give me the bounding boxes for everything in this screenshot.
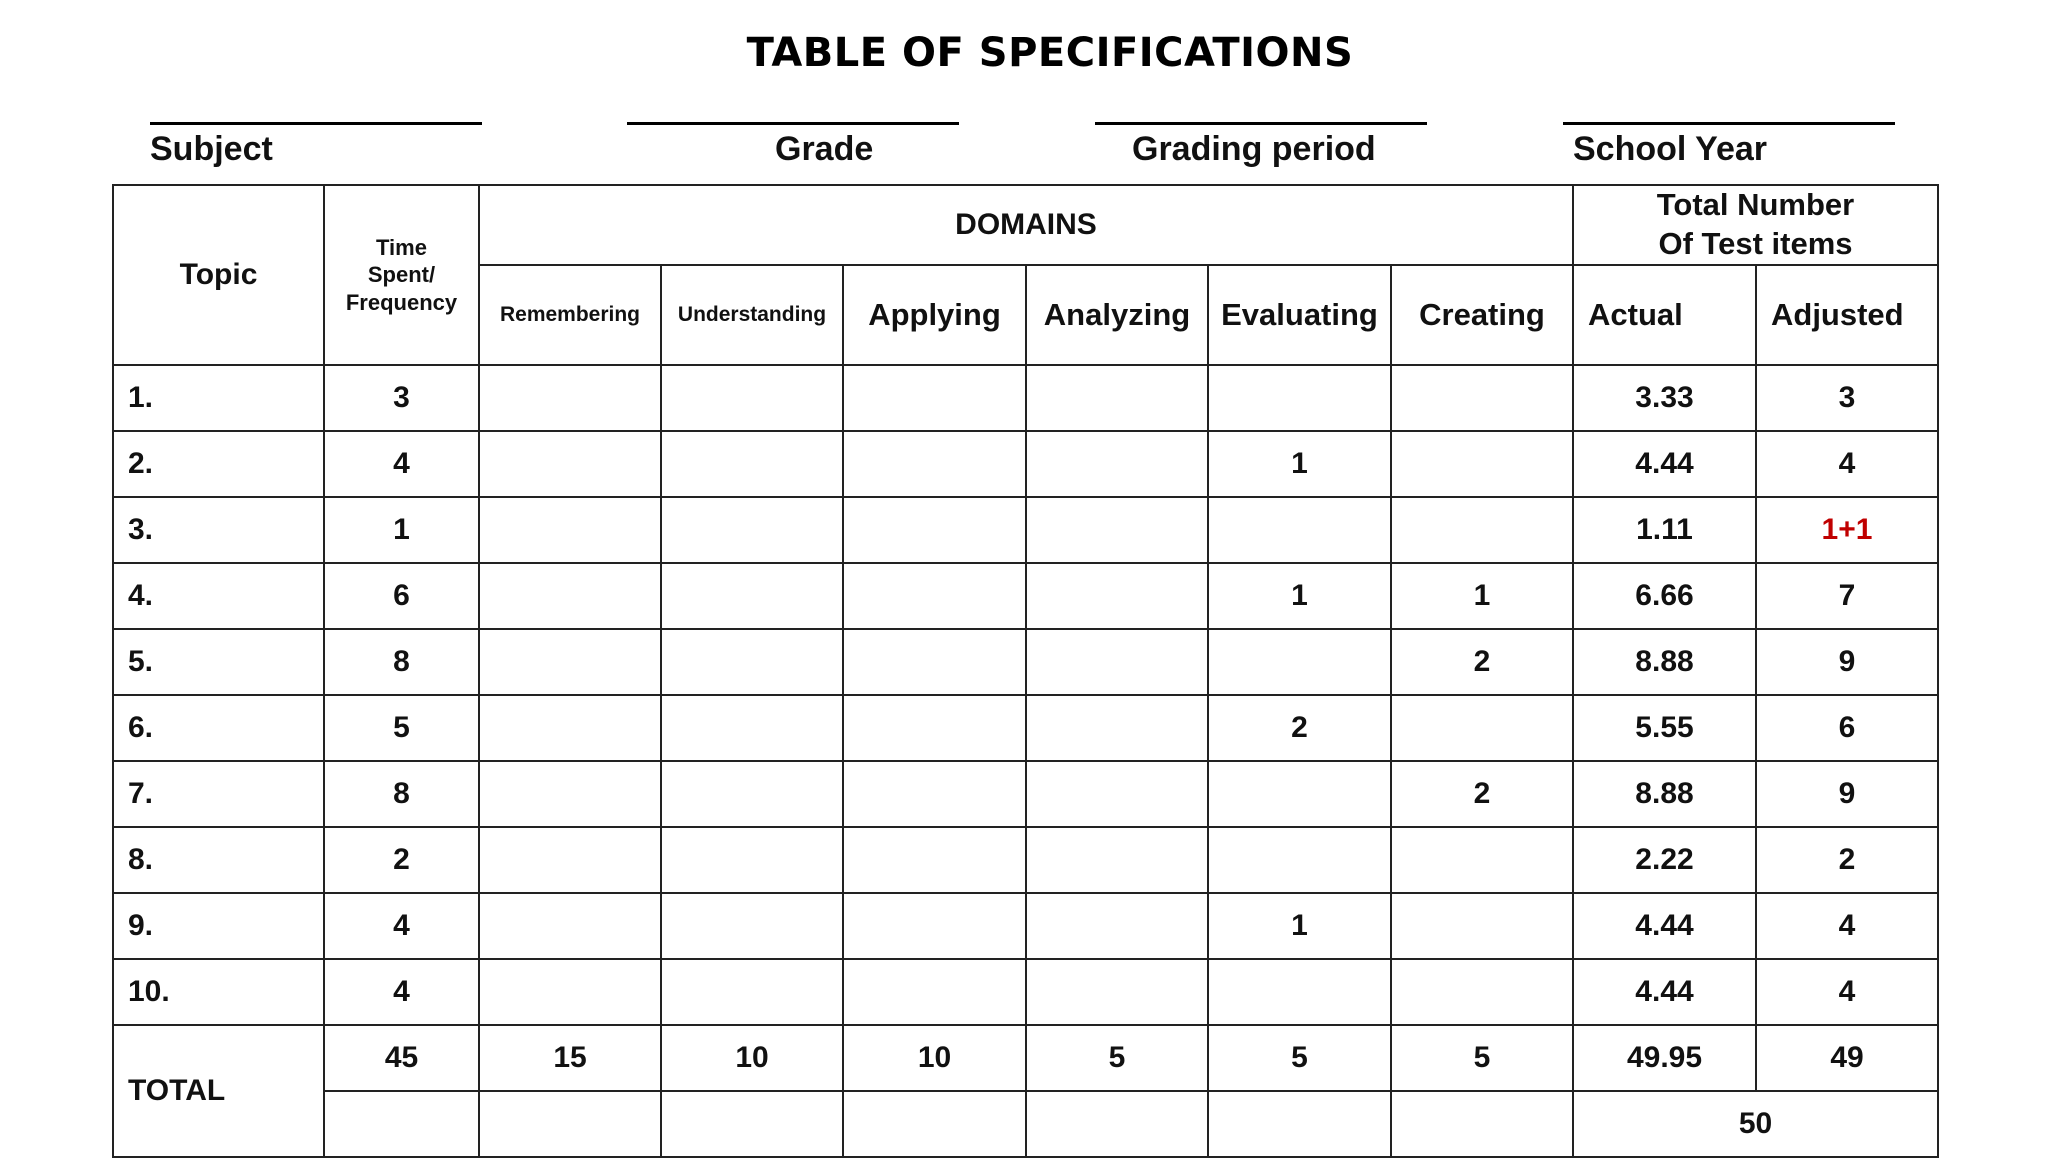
topic-cell: 10. [113, 959, 324, 1025]
table-row [113, 893, 1938, 959]
time-cell: 8 [324, 629, 479, 695]
adjusted-cell: 6 [1756, 695, 1938, 761]
actual-cell: 8.88 [1573, 761, 1756, 827]
topic-cell: 5. [113, 629, 324, 695]
actual-cell: 4.44 [1573, 893, 1756, 959]
remembering-cell [479, 959, 661, 1025]
topic-cell: 8. [113, 827, 324, 893]
adjusted-cell: 9 [1756, 629, 1938, 695]
time-cell: 1 [324, 497, 479, 563]
domains-header-label: DOMAINS [955, 207, 1097, 241]
creating-cell: 2 [1391, 761, 1573, 827]
understanding-cell [661, 761, 843, 827]
applying-cell [843, 497, 1026, 563]
empty-cell [479, 1091, 661, 1157]
creating-cell [1391, 365, 1573, 431]
adjusted-header: Adjusted [1756, 265, 1938, 365]
total-evaluating-cell: 5 [1208, 1025, 1391, 1091]
table-row [113, 431, 1938, 497]
creating-cell [1391, 695, 1573, 761]
applying-header: Applying [843, 265, 1026, 365]
grade-label: Grade [775, 130, 874, 168]
evaluating-cell [1208, 959, 1391, 1025]
domains-header [479, 185, 1573, 265]
creating-cell [1391, 431, 1573, 497]
table-row [113, 761, 1938, 827]
adjusted-cell: 2 [1756, 827, 1938, 893]
creating-header: Creating [1391, 265, 1573, 365]
actual-cell: 4.44 [1573, 959, 1756, 1025]
actual-cell: 3.33 [1573, 365, 1756, 431]
table-row [113, 563, 1938, 629]
applying-cell [843, 959, 1026, 1025]
remembering-cell [479, 827, 661, 893]
analyzing-cell [1026, 893, 1208, 959]
actual-cell: 2.22 [1573, 827, 1756, 893]
time-cell: 3 [324, 365, 479, 431]
creating-cell [1391, 497, 1573, 563]
empty-cell [1391, 1091, 1573, 1157]
topic-cell: 4. [113, 563, 324, 629]
understanding-header: Understanding [661, 265, 843, 365]
total-row-secondary [113, 1091, 1938, 1157]
understanding-cell [661, 695, 843, 761]
actual-cell: 4.44 [1573, 431, 1756, 497]
actual-cell: 1.11 [1573, 497, 1756, 563]
analyzing-cell [1026, 695, 1208, 761]
applying-cell [843, 827, 1026, 893]
table-row [113, 365, 1938, 431]
remembering-cell [479, 893, 661, 959]
grading-period-label: Grading period [1132, 130, 1376, 168]
evaluating-cell: 1 [1208, 893, 1391, 959]
analyzing-header: Analyzing [1026, 265, 1208, 365]
topic-cell: 9. [113, 893, 324, 959]
applying-cell [843, 695, 1026, 761]
empty-cell [843, 1091, 1026, 1157]
applying-cell [843, 431, 1026, 497]
table-row [113, 827, 1938, 893]
creating-cell [1391, 893, 1573, 959]
topic-header [113, 185, 324, 365]
total-understanding-cell: 10 [661, 1025, 843, 1091]
adjusted-cell: 4 [1756, 959, 1938, 1025]
analyzing-cell [1026, 497, 1208, 563]
understanding-cell [661, 893, 843, 959]
adjusted-cell: 4 [1756, 893, 1938, 959]
evaluating-cell: 1 [1208, 431, 1391, 497]
applying-cell [843, 629, 1026, 695]
specifications-table [112, 184, 1939, 1158]
creating-cell: 2 [1391, 629, 1573, 695]
applying-cell [843, 563, 1026, 629]
analyzing-cell [1026, 959, 1208, 1025]
total-remembering-cell: 15 [479, 1025, 661, 1091]
grading-period-blank-line[interactable] [1095, 122, 1427, 125]
time-cell: 4 [324, 893, 479, 959]
evaluating-cell: 2 [1208, 695, 1391, 761]
applying-cell [843, 893, 1026, 959]
school-year-blank-line[interactable] [1563, 122, 1895, 125]
understanding-cell [661, 365, 843, 431]
understanding-cell [661, 629, 843, 695]
total-number-header [1573, 185, 1938, 265]
time-header-line3: Frequency [345, 289, 458, 315]
actual-cell: 6.66 [1573, 563, 1756, 629]
creating-cell [1391, 959, 1573, 1025]
creating-cell: 1 [1391, 563, 1573, 629]
evaluating-cell [1208, 827, 1391, 893]
adjusted-cell-highlight: 1+1 [1756, 497, 1938, 563]
evaluating-cell [1208, 365, 1391, 431]
analyzing-cell [1026, 827, 1208, 893]
actual-header: Actual [1573, 265, 1756, 365]
total-time-cell: 45 [324, 1025, 479, 1091]
remembering-header: Remembering [479, 265, 661, 365]
subject-label: Subject [150, 130, 273, 168]
remembering-cell [479, 629, 661, 695]
time-cell: 2 [324, 827, 479, 893]
table-row [113, 959, 1938, 1025]
remembering-cell [479, 695, 661, 761]
evaluating-cell [1208, 629, 1391, 695]
total-applying-cell: 10 [843, 1025, 1026, 1091]
applying-cell [843, 365, 1026, 431]
applying-cell [843, 761, 1026, 827]
time-cell: 5 [324, 695, 479, 761]
empty-cell [1208, 1091, 1391, 1157]
evaluating-cell [1208, 761, 1391, 827]
total-creating-cell: 5 [1391, 1025, 1573, 1091]
analyzing-cell [1026, 761, 1208, 827]
understanding-cell [661, 497, 843, 563]
grade-blank-line[interactable] [627, 122, 959, 125]
adjusted-cell: 4 [1756, 431, 1938, 497]
total-adjusted-cell: 49 [1756, 1025, 1938, 1091]
table-row [113, 629, 1938, 695]
time-cell: 4 [324, 959, 479, 1025]
understanding-cell [661, 563, 843, 629]
empty-cell [324, 1091, 479, 1157]
topic-cell: 6. [113, 695, 324, 761]
total-row [113, 1025, 1938, 1091]
analyzing-cell [1026, 365, 1208, 431]
time-header-line2: Spent/ [367, 262, 436, 287]
empty-cell [1026, 1091, 1208, 1157]
topic-cell: 7. [113, 761, 324, 827]
creating-cell [1391, 827, 1573, 893]
school-year-label: School Year [1573, 130, 1768, 168]
total-header-line2: Of Test items [1658, 225, 1853, 261]
topic-cell: 3. [113, 497, 324, 563]
total-label: TOTAL [113, 1025, 324, 1157]
total-header-line1: Total Number [1656, 187, 1855, 222]
evaluating-cell [1208, 497, 1391, 563]
evaluating-cell: 1 [1208, 563, 1391, 629]
page-title: TABLE OF SPECIFICATIONS [746, 30, 1354, 76]
remembering-cell [479, 563, 661, 629]
time-header-line1: Time [376, 234, 427, 260]
time-cell: 8 [324, 761, 479, 827]
understanding-cell [661, 431, 843, 497]
empty-cell [661, 1091, 843, 1157]
table-row [113, 497, 1938, 563]
analyzing-cell [1026, 431, 1208, 497]
total-actual-cell: 49.95 [1573, 1025, 1756, 1091]
adjusted-cell: 3 [1756, 365, 1938, 431]
remembering-cell [479, 761, 661, 827]
adjusted-cell: 7 [1756, 563, 1938, 629]
time-cell: 6 [324, 563, 479, 629]
understanding-cell [661, 959, 843, 1025]
actual-cell: 5.55 [1573, 695, 1756, 761]
total-analyzing-cell: 5 [1026, 1025, 1208, 1091]
adjusted-cell: 9 [1756, 761, 1938, 827]
topic-cell: 1. [113, 365, 324, 431]
time-spent-header [324, 185, 479, 365]
time-cell: 4 [324, 431, 479, 497]
evaluating-header: Evaluating [1208, 265, 1391, 365]
analyzing-cell [1026, 563, 1208, 629]
understanding-cell [661, 827, 843, 893]
remembering-cell [479, 365, 661, 431]
subject-blank-line[interactable] [150, 122, 482, 125]
topic-cell: 2. [113, 431, 324, 497]
remembering-cell [479, 497, 661, 563]
actual-cell: 8.88 [1573, 629, 1756, 695]
analyzing-cell [1026, 629, 1208, 695]
table-row [113, 695, 1938, 761]
grand-total-cell: 50 [1573, 1091, 1938, 1157]
topic-header-label: Topic [179, 257, 258, 291]
remembering-cell [479, 431, 661, 497]
